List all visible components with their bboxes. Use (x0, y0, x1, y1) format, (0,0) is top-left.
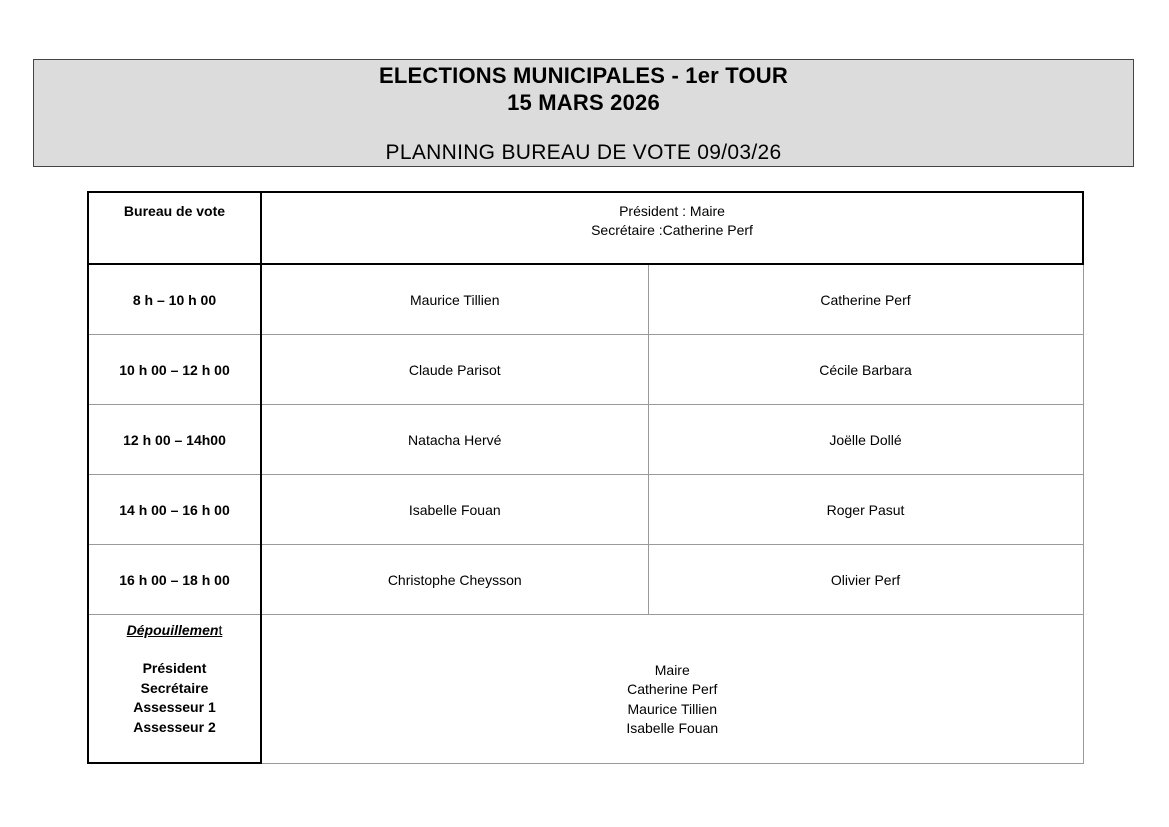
planning-subtitle: PLANNING BUREAU DE VOTE 09/03/26 (385, 141, 782, 164)
table-row (88, 545, 1083, 615)
bureau-label: Bureau de vote (123, 203, 226, 219)
table-row (88, 405, 1083, 475)
time-slot: 8 h – 10 h 00 (88, 264, 261, 335)
document-header (33, 59, 1134, 167)
time-slot: 14 h 00 – 16 h 00 (88, 475, 261, 545)
assessor-1: Isabelle Fouan (261, 475, 648, 545)
counting-names (262, 639, 1083, 739)
table-row (88, 335, 1083, 405)
assessor-2: Catherine Perf (648, 264, 1083, 335)
bureau-label-cell (88, 192, 261, 264)
assessor-1: Claude Parisot (261, 335, 648, 405)
assessor-2: Olivier Perf (648, 545, 1083, 615)
table-row (88, 475, 1083, 545)
counting-heading-tail: t (218, 622, 223, 638)
assessor-1: Maurice Tillien (261, 264, 648, 335)
secretaire-text: Secrétaire :Catherine Perf (591, 222, 753, 238)
role-assesseur-2: Assesseur 2 (133, 718, 216, 735)
assessor-1: Christophe Cheysson (261, 545, 648, 615)
role-president: Président (142, 660, 207, 676)
table-row (88, 264, 1083, 335)
name-assesseur-2: Isabelle Fouan (626, 720, 719, 737)
header-row (88, 192, 1083, 264)
time-slot: 16 h 00 – 18 h 00 (88, 545, 261, 615)
bureau-officers-cell (261, 192, 1083, 264)
counting-label-cell (88, 615, 261, 764)
name-assesseur-1: Maurice Tillien (627, 700, 717, 717)
planning-table (87, 191, 1084, 764)
assessor-2: Roger Pasut (648, 475, 1083, 545)
assessor-1: Natacha Hervé (261, 405, 648, 475)
counting-roles (89, 659, 260, 737)
name-secretaire: Catherine Perf (627, 681, 718, 698)
assessor-2: Joëlle Dollé (648, 405, 1083, 475)
time-slot: 12 h 00 – 14h00 (88, 405, 261, 475)
counting-heading (89, 621, 260, 640)
counting-row (88, 615, 1083, 764)
title-line-1: ELECTIONS MUNICIPALES - 1er TOUR (379, 63, 788, 88)
title-line-2: 15 MARS 2026 (507, 90, 660, 115)
counting-heading-main: Dépouillemen (126, 622, 219, 638)
role-secretaire: Secrétaire (140, 679, 209, 696)
role-assesseur-1: Assesseur 1 (133, 699, 216, 715)
name-president: Maire (654, 661, 690, 678)
president-text: Président : Maire (619, 203, 725, 219)
counting-names-cell (261, 615, 1083, 764)
time-slot: 10 h 00 – 12 h 00 (88, 335, 261, 405)
assessor-2: Cécile Barbara (648, 335, 1083, 405)
